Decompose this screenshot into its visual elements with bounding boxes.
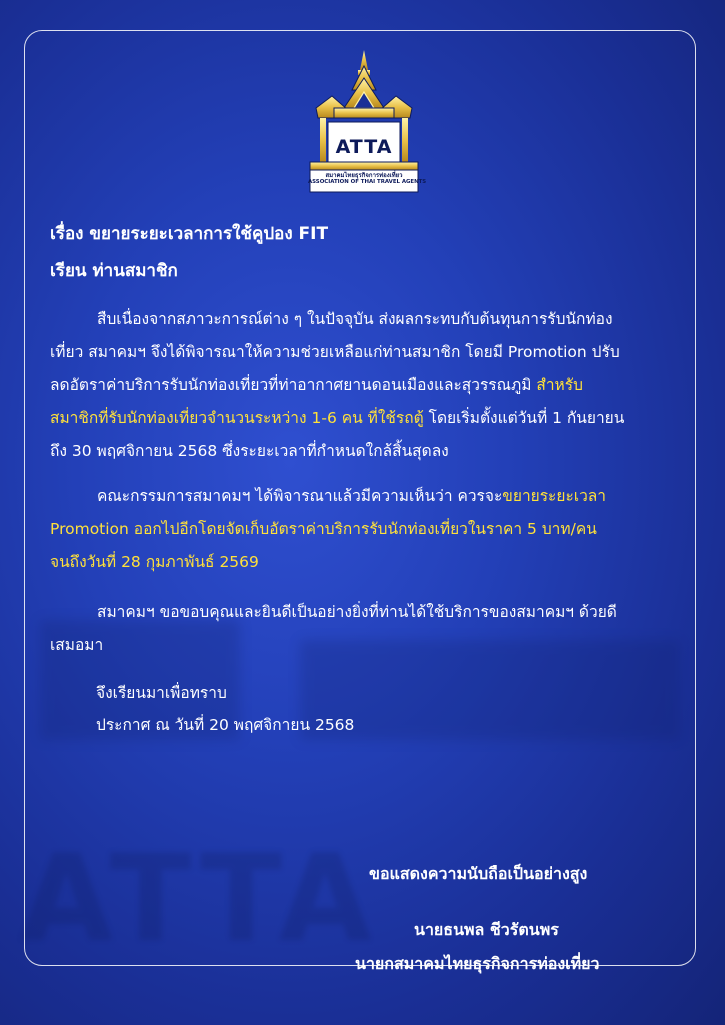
paragraph-3 <box>50 596 680 662</box>
paragraph-1-line-4 <box>50 402 680 435</box>
signature-title: นายกสมาคมไทยธุรกิจการท่องเที่ยว <box>355 954 600 973</box>
paragraph-2-line-3: จนถึงวันที่ 28 กุมภาพันธ์ 2569 <box>50 553 259 571</box>
paragraph-2-line-2: Promotion ออกไปอีกโดยจัดเก็บอัตราค่าบริการรับนักท่องเที่ยวในราคา 5 บาท/คน <box>50 520 597 538</box>
logo-subtitle-thai: สมาคมไทยธุรกิจการท่องเที่ยว <box>325 172 403 179</box>
closing-line-1: จึงเรียนมาเพื่อทราบ <box>96 684 227 702</box>
paragraph-1 <box>50 303 680 468</box>
paragraph-1-line-3-text: ลดอัตราค่าบริการรับนักท่องเที่ยวที่ท่าอากาศยานดอนเมืองและสุวรรณภูมิ <box>50 376 537 394</box>
signature-name: นายธนพล ชีวรัตนพร <box>414 920 559 939</box>
paragraph-2-line-1-highlight: ขยายระยะเวลา <box>502 487 606 505</box>
letter-salutation: เรียน ท่านสมาชิก <box>50 261 178 281</box>
letter-subject: เรื่อง ขยายระยะเวลาการใช้คูปอง FIT <box>50 224 329 244</box>
paragraph-1-line-4-highlight: สมาชิกที่รับนักท่องเที่ยวจำนวนระหว่าง 1-6 คน ที่ใช้รถตู้ <box>50 409 424 427</box>
paragraph-1-line-3 <box>50 369 680 402</box>
paragraph-3-line-1: สมาคมฯ ขอขอบคุณและยินดีเป็นอย่างยิ่งที่ท่านได้ใช้บริการของสมาคมฯ ด้วยดี <box>97 603 617 621</box>
signature-regards: ขอแสดงความนับถือเป็นอย่างสูง <box>369 864 588 883</box>
paragraph-2-line-1 <box>50 480 680 513</box>
closing-line-2: ประกาศ ณ วันที่ 20 พฤศจิกายน 2568 <box>96 716 355 734</box>
paragraph-1-line-1: สืบเนื่องจากสภาวะการณ์ต่าง ๆ ในปัจจุบัน ส่งผลกระทบกับต้นทุนการรับนักท่อง <box>97 310 613 328</box>
paragraph-2-line-1-text: คณะกรรมการสมาคมฯ ได้พิจารณาแล้วมีความเห็นว่า ควรจะ <box>97 487 503 505</box>
paragraph-2 <box>50 480 680 579</box>
watermark-text: ATTA <box>20 830 378 969</box>
atta-logo <box>308 48 427 196</box>
paragraph-1-line-3-highlight: สำหรับ <box>536 376 583 394</box>
paragraph-1-line-4-text: โดยเริ่มตั้งแต่วันที่ 1 กันยายน <box>423 409 625 427</box>
paragraph-1-line-2: เที่ยว สมาคมฯ จึงได้พิจารณาให้ความช่วยเหลือแก่ท่านสมาชิก โดยมี Promotion ปรับ <box>50 343 620 361</box>
paragraph-1-line-5: ถึง 30 พฤศจิกายน 2568 ซึ่งระยะเวลาที่กำหนดใกล้สิ้นสุดลง <box>50 442 449 460</box>
paragraph-3-line-2: เสมอมา <box>50 636 104 654</box>
logo-subtitle-english: ASSOCIATION OF THAI TRAVEL AGENTS <box>308 179 427 185</box>
logo-wordmark: ATTA <box>335 136 393 158</box>
